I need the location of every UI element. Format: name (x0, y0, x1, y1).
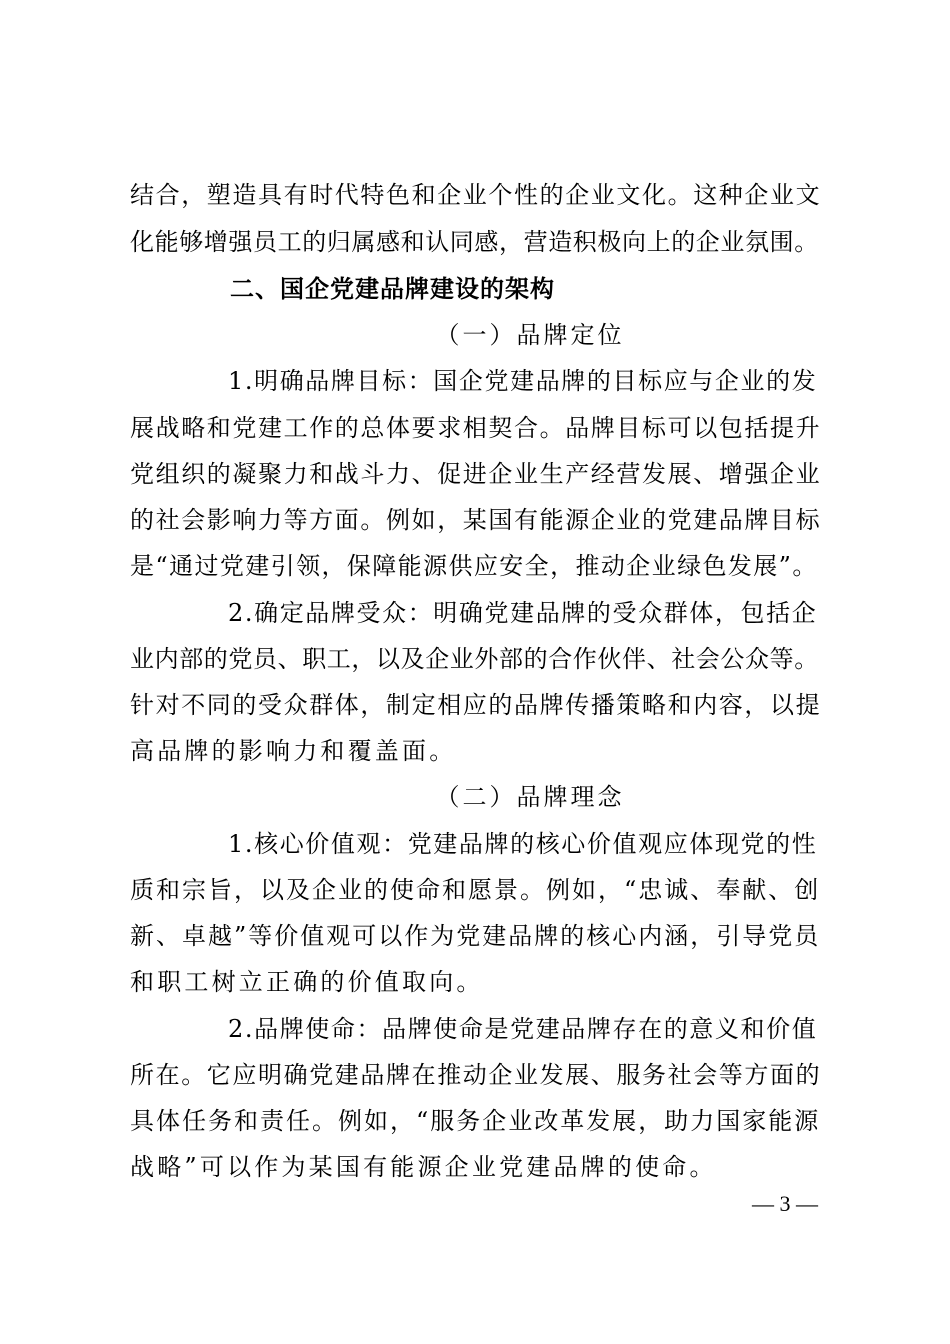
paragraph-line: 战略”可以作为某国有能源企业党建品牌的使命。 (130, 1153, 717, 1181)
paragraph-line: 高品牌的影响力和覆盖面。 (130, 737, 457, 765)
paragraph-line: 2.品牌使命：品牌使命是党建品牌存在的意义和价值 (228, 1015, 818, 1043)
paragraph-line: 2.确定品牌受众：明确党建品牌的受众群体，包括企 (228, 599, 818, 627)
subsection-heading: （二）品牌理念 (435, 783, 625, 811)
section-heading: 二、国企党建品牌建设的架构 (230, 275, 555, 303)
subsection-heading: （一）品牌定位 (435, 321, 625, 349)
paragraph-line: 展战略和党建工作的总体要求相契合。品牌目标可以包括提升 (130, 414, 822, 442)
paragraph-line: 是“通过党建引领，保障能源供应安全，推动企业绿色发展”。 (130, 552, 818, 580)
paragraph-line: 和职工树立正确的价值取向。 (130, 968, 484, 996)
paragraph-line: 业内部的党员、职工，以及企业外部的合作伙伴、社会公众等。 (130, 645, 819, 673)
page-number: — 3 — (752, 1191, 818, 1216)
paragraph-line: 结合，塑造具有时代特色和企业个性的企业文化。这种企业文 (130, 181, 822, 209)
paragraph-line: 1.核心价值观：党建品牌的核心价值观应体现党的性 (228, 830, 818, 858)
paragraph-line: 党组织的凝聚力和战斗力、促进企业生产经营发展、增强企业 (130, 460, 822, 488)
paragraph-line: 针对不同的受众群体，制定相应的品牌传播策略和内容，以提 (130, 691, 822, 719)
paragraph-line: 具体任务和责任。例如，“服务企业改革发展，助力国家能源 (130, 1107, 821, 1135)
paragraph-line: 的社会影响力等方面。例如，某国有能源企业的党建品牌目标 (130, 506, 822, 534)
paragraph-line: 化能够增强员工的归属感和认同感，营造积极向上的企业氛围。 (130, 228, 819, 256)
paragraph-line: 所在。它应明确党建品牌在推动企业发展、服务社会等方面的 (130, 1061, 822, 1089)
paragraph-line: 新、卓越”等价值观可以作为党建品牌的核心内涵，引导党员 (130, 922, 821, 950)
paragraph-line: 质和宗旨，以及企业的使命和愿景。例如，“忠诚、奉献、创 (130, 876, 821, 904)
paragraph-line: 1.明确品牌目标：国企党建品牌的目标应与企业的发 (228, 367, 818, 395)
